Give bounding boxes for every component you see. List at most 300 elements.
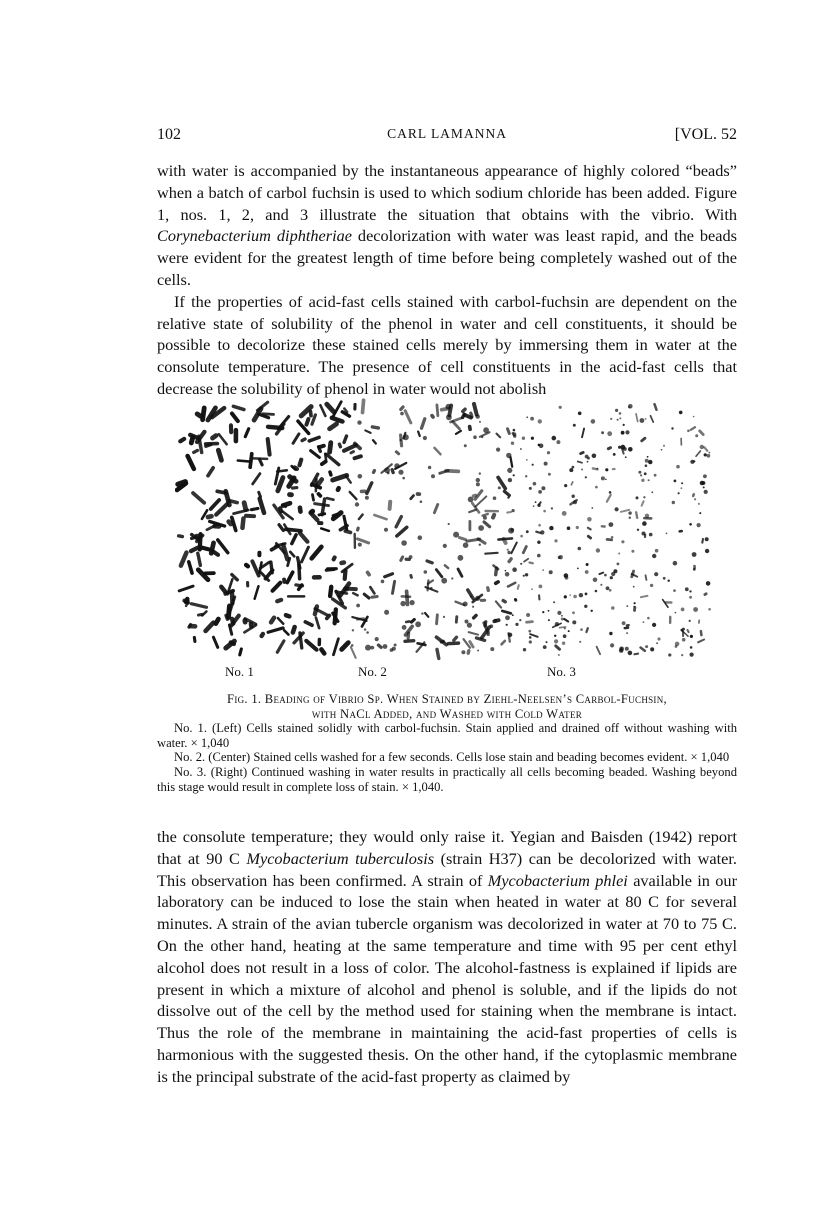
stained-cell-solid (318, 646, 327, 656)
stain-bead (410, 600, 415, 605)
caption-note-3: No. 3. (Right) Continued washing in water results in practically all cells becoming beaded. Washing beyond this stage would result in complete loss of stain. × 1,040. (157, 764, 737, 794)
stain-bead (564, 484, 567, 487)
stain-bead (678, 492, 680, 494)
stain-bead (689, 596, 692, 599)
stained-cell-solid (190, 490, 207, 505)
stained-cell-solid (297, 505, 303, 514)
stain-bead (428, 466, 431, 469)
beaded-cell (586, 526, 592, 531)
stained-cell-partial (500, 639, 507, 646)
stained-cell-partial (348, 490, 358, 501)
stain-bead (568, 630, 570, 632)
stained-cell-partial (370, 595, 379, 599)
stain-bead (605, 479, 607, 481)
stain-bead (621, 445, 626, 450)
beaded-cell (697, 638, 706, 643)
stain-bead (514, 599, 517, 602)
stain-bead (652, 623, 656, 627)
stain-bead (552, 436, 557, 441)
stained-cell-partial (353, 533, 356, 549)
stain-bead (400, 601, 405, 606)
stain-bead (494, 619, 497, 622)
stain-bead (453, 532, 459, 538)
stain-bead (472, 606, 474, 608)
stain-bead (628, 651, 633, 656)
stained-cell-partial (484, 510, 499, 513)
stain-bead (476, 414, 480, 418)
stain-bead (595, 486, 598, 489)
stain-bead (573, 424, 576, 427)
stained-cell-solid (314, 616, 321, 630)
stain-bead (700, 445, 704, 449)
beaded-cell (633, 652, 639, 655)
stain-bead (689, 620, 691, 622)
stain-bead (508, 633, 512, 637)
stained-cell-partial (360, 489, 367, 493)
stain-bead (548, 610, 550, 612)
stain-bead (609, 589, 612, 592)
stained-cell-solid (259, 631, 266, 639)
stain-bead (490, 624, 494, 628)
stained-cell-solid (300, 437, 308, 443)
stained-cell-partial (484, 552, 499, 555)
stain-bead (648, 460, 652, 464)
stain-bead (402, 477, 405, 480)
stain-bead (383, 644, 388, 649)
stain-bead (633, 586, 635, 588)
stain-bead (558, 654, 560, 656)
stain-bead (358, 543, 362, 547)
stain-bead (523, 575, 525, 577)
caption-title-line-1: Fig. 1. Beading of Vibrio Sp. When Stained by Ziehl-Neelsen’s Carbol-Fuchsin, (227, 692, 667, 706)
stain-bead (508, 528, 514, 534)
stain-bead (479, 472, 481, 474)
stain-bead (572, 466, 575, 469)
stain-bead (458, 555, 464, 561)
stain-bead (526, 459, 528, 461)
stained-cell-partial (495, 432, 502, 439)
stained-cell-solid (250, 507, 260, 512)
stained-cell-solid (257, 490, 263, 498)
stain-bead (512, 567, 517, 572)
stain-bead (628, 447, 633, 452)
stained-cell-solid (205, 513, 214, 519)
paragraph-2: If the properties of acid-fast cells stained with carbol-fuchsin are dependent on the relative state of solubility of the phenol in water and cell constituents, it should be possible to decolorize these stained cells merely by immersing them in water at the consolute temperature. The presence of cell constituents in the acid-fast cells that decrease the solubility of phenol in water would not abolish (157, 291, 737, 398)
stain-bead (365, 496, 369, 500)
stain-bead (543, 645, 547, 649)
stain-bead (606, 586, 610, 590)
stain-bead (675, 642, 680, 647)
stained-cell-partial (349, 450, 355, 455)
p3-text-2: (strain H37) can be decolorized with water. This observation has been confirmed. A strain of (157, 848, 737, 890)
stained-cell-solid (335, 485, 342, 493)
stain-bead (443, 544, 447, 548)
stained-cell-solid (282, 628, 290, 636)
stain-bead (387, 472, 390, 475)
stain-bead (596, 548, 600, 552)
stain-bead (539, 444, 544, 449)
stain-bead (401, 540, 407, 546)
stain-bead (629, 517, 631, 519)
stain-bead (645, 418, 647, 420)
stained-cell-solid (332, 637, 340, 656)
stained-cell-solid (300, 545, 311, 564)
paragraph-1 (157, 160, 737, 291)
stain-bead (357, 420, 361, 424)
stain-bead (540, 530, 544, 534)
stain-bead (579, 593, 583, 597)
stain-bead (529, 487, 532, 490)
stained-cell-solid (215, 447, 224, 463)
caption-note-1: No. 1. (Left) Cells stained solidly with carbol-fuchsin. Stain applied and drained off without washing with water. × 1,040 (157, 721, 737, 750)
stained-cell-partial (361, 398, 366, 414)
stain-bead (533, 482, 537, 486)
stain-bead (666, 533, 668, 535)
stain-bead (526, 613, 530, 617)
stain-bead (585, 593, 588, 596)
stain-bead (567, 526, 571, 530)
beaded-cell (664, 601, 672, 604)
stain-bead (651, 491, 653, 493)
stain-bead (477, 650, 479, 652)
stain-bead (355, 502, 359, 506)
stained-cell-solid (257, 551, 261, 557)
stained-cell-solid (196, 551, 203, 567)
beaded-cell (669, 616, 672, 625)
stained-cell-solid (191, 448, 199, 454)
body-text-top (157, 160, 737, 400)
stain-bead (593, 578, 598, 583)
body-text-bottom (157, 826, 737, 1088)
beaded-cell (538, 594, 541, 600)
stained-cell-solid (234, 428, 239, 444)
stain-bead (610, 643, 614, 647)
stained-cell-solid (187, 560, 195, 576)
stain-bead (690, 635, 693, 638)
stain-bead (446, 404, 452, 410)
stain-bead (595, 590, 598, 593)
stained-cell-solid (287, 595, 306, 598)
stained-cell-solid (240, 516, 246, 530)
beaded-cell (506, 511, 512, 514)
stained-cell-solid (328, 584, 334, 598)
stain-bead (636, 496, 639, 499)
stained-cell-solid (307, 435, 321, 443)
stained-cell-solid (291, 432, 301, 445)
stain-bead (490, 647, 494, 651)
stain-bead (398, 470, 403, 475)
stain-bead (611, 536, 614, 539)
stain-bead (689, 523, 692, 526)
stain-bead (562, 642, 565, 645)
stain-bead (522, 437, 525, 440)
stained-cell-solid (266, 626, 285, 634)
stained-cell-partial (454, 429, 462, 435)
stained-cell-partial (387, 500, 392, 512)
stain-bead (601, 431, 604, 434)
stain-bead (441, 578, 447, 584)
stain-bead (681, 654, 683, 656)
stained-cell-solid (193, 636, 197, 644)
stained-cell-solid (243, 562, 251, 570)
p3-text-1: the consolute temperature; they would only raise it. Yegian and Baisden (1942) report that at 90 C (157, 827, 737, 868)
stain-bead (619, 417, 621, 419)
stain-bead (621, 540, 624, 543)
stain-bead (573, 500, 577, 504)
stained-cell-solid (312, 575, 322, 580)
stain-bead (586, 563, 589, 566)
stained-cell-partial (429, 413, 435, 419)
stain-bead (375, 637, 379, 641)
stain-bead (694, 498, 696, 500)
stain-bead (520, 448, 522, 450)
stained-cell-partial (342, 434, 349, 445)
stained-cell-solid (246, 581, 249, 588)
stained-cell-solid (303, 619, 315, 627)
stained-cell-partial (349, 646, 357, 659)
beaded-cell (586, 534, 592, 540)
stain-bead (533, 505, 535, 507)
stained-cell-solid (285, 570, 295, 585)
stained-cell-solid (243, 427, 251, 439)
stain-bead (610, 576, 613, 579)
stained-cell-solid (328, 470, 333, 477)
stain-bead (625, 456, 627, 458)
running-head (157, 126, 737, 146)
stain-bead (676, 465, 680, 469)
stained-cell-partial (364, 429, 372, 434)
stain-bead (465, 620, 469, 624)
stain-bead (631, 550, 634, 553)
beaded-cell (623, 626, 629, 629)
beaded-cell (689, 426, 696, 432)
p3-italic-2: Mycobacterium phlei (487, 870, 628, 890)
stain-bead (528, 630, 531, 633)
stain-bead (640, 474, 642, 476)
beaded-cell (554, 644, 562, 652)
stained-cell-partial (425, 559, 434, 565)
stained-cell-solid (291, 486, 299, 490)
stain-bead (464, 444, 467, 447)
stained-cell-solid (325, 497, 335, 502)
stained-cell-solid (337, 442, 342, 449)
stain-bead (461, 650, 465, 654)
stained-cell-solid (253, 585, 260, 601)
stain-bead (704, 490, 708, 494)
stained-cell-solid (308, 544, 324, 562)
stain-bead (531, 588, 533, 590)
stain-bead (702, 481, 706, 485)
stain-bead (513, 429, 516, 432)
stain-bead (515, 623, 518, 626)
beaded-cell (612, 468, 616, 471)
beaded-cell (521, 545, 528, 555)
beaded-cell (605, 494, 612, 504)
stain-bead (424, 570, 428, 574)
stain-bead (507, 549, 509, 551)
stain-bead (365, 645, 371, 651)
p3-text-3: available in our laboratory can be induced to lose the stain when heated in water at 80 C for several minutes. A strain of the avian tubercle organism was decolorized in water at 70 to 75 C. On the other hand, heating at the same temperature and time with 95 per cent ethyl alcohol does not result in a loss of color. The alcohol-fastness is explained if lipids are present in which a mixture of alcohol and phenol is soluble, and if the lipids do not dissolve out of the cell by the method used for staining when the membrane is intact. Thus the role of the membrane in maintaining the acid-fast properties of cells is harmonious with the suggested thesis. On the other hand, if the cytoplasmic membrane is the principal substrate of the acid-fast property as claimed by (157, 870, 737, 1086)
stained-cell-solid (287, 492, 294, 498)
stained-cell-partial (399, 555, 405, 563)
stained-cell-partial (501, 609, 513, 615)
stain-bead (637, 529, 639, 531)
stain-bead (430, 587, 433, 590)
stain-bead (475, 596, 480, 601)
stain-bead (625, 647, 629, 651)
stained-cell-partial (368, 585, 376, 595)
beaded-cell (686, 629, 690, 634)
stain-bead (587, 457, 590, 460)
beaded-cell (698, 619, 700, 623)
stain-bead (663, 577, 666, 580)
stain-bead (505, 572, 510, 577)
stain-bead (542, 611, 544, 613)
stain-bead (512, 614, 514, 616)
stained-cell-partial (394, 450, 401, 456)
stained-cell-partial (467, 424, 472, 431)
stained-cell-solid (320, 527, 331, 533)
stain-bead (556, 440, 560, 444)
beaded-cell (523, 558, 529, 563)
stain-bead (525, 573, 528, 576)
beaded-cell (570, 481, 574, 486)
stained-cell-partial (466, 649, 470, 655)
stain-bead (705, 537, 709, 541)
stained-cell-partial (426, 579, 429, 591)
stain-bead (591, 507, 593, 509)
stained-cell-solid (338, 639, 351, 653)
panel-label-1: No. 1 (225, 664, 254, 679)
stained-cell-partial (447, 641, 461, 645)
stain-bead (692, 552, 697, 557)
stain-bead (645, 464, 648, 467)
beaded-cell (678, 530, 683, 533)
stained-cell-partial (356, 537, 371, 545)
stain-bead (512, 509, 515, 512)
stain-bead (351, 644, 354, 647)
stained-cell-partial (424, 611, 430, 618)
stain-bead (554, 539, 557, 542)
beaded-cell (644, 574, 647, 581)
stain-bead (668, 580, 670, 582)
stained-cell-solid (269, 544, 280, 553)
beaded-cell (695, 450, 702, 457)
stain-bead (562, 511, 567, 516)
stain-bead (537, 541, 540, 544)
stain-bead (548, 619, 550, 621)
stained-cell-partial (417, 430, 422, 437)
stain-bead (423, 436, 427, 440)
beaded-cell (649, 415, 654, 424)
stain-bead (384, 528, 388, 532)
stain-bead (641, 479, 644, 482)
stained-cell-partial (434, 568, 443, 579)
stain-bead (601, 476, 605, 480)
stain-bead (352, 629, 354, 631)
stained-cell-partial (352, 454, 363, 461)
stained-cell-solid (188, 624, 197, 629)
stained-cell-partial (405, 620, 411, 624)
stained-cell-solid (339, 560, 347, 566)
stain-bead (622, 621, 626, 625)
stained-cell-solid (229, 411, 241, 424)
stain-bead (613, 569, 617, 573)
stain-bead (358, 474, 363, 479)
stained-cell-partial (480, 599, 486, 602)
beaded-cell (601, 525, 606, 528)
volume-label: [VOL. 52 (674, 126, 737, 143)
stain-bead (615, 409, 618, 412)
stain-bead (443, 616, 445, 618)
stain-bead (699, 512, 701, 514)
stained-cell-partial (493, 579, 500, 585)
stain-bead (356, 604, 360, 608)
stain-bead (415, 621, 421, 627)
stain-bead (673, 589, 676, 592)
beaded-cell (595, 645, 601, 655)
stain-bead (572, 620, 576, 624)
stained-cell-partial (371, 468, 376, 474)
stain-bead (618, 553, 620, 555)
stain-bead (707, 454, 711, 458)
stain-bead (581, 469, 583, 471)
stain-bead (673, 561, 678, 566)
stained-cell-partial (362, 592, 371, 600)
stain-bead (591, 419, 596, 424)
stained-cell-solid (327, 440, 334, 455)
stain-bead (561, 615, 563, 617)
stained-cell-partial (403, 409, 413, 425)
stained-cell-partial (435, 647, 441, 660)
stain-bead (623, 424, 625, 426)
stain-bead (592, 454, 597, 459)
stain-bead (619, 648, 624, 653)
stained-cell-partial (506, 427, 512, 436)
stained-cell-solid (265, 437, 271, 457)
stain-bead (690, 460, 694, 464)
stain-bead (520, 535, 523, 538)
stain-bead (693, 607, 698, 612)
stain-bead (687, 430, 690, 433)
stain-bead (681, 608, 685, 612)
stain-bead (526, 530, 529, 533)
stained-cell-solid (177, 436, 187, 444)
stained-cell-partial (391, 580, 396, 595)
stain-bead (463, 542, 469, 548)
stain-bead (542, 569, 544, 571)
stained-cell-partial (353, 403, 356, 411)
stain-bead (476, 482, 480, 486)
beaded-cell (585, 627, 589, 634)
stain-bead (695, 434, 698, 437)
stain-bead (626, 632, 628, 634)
stain-bead (400, 412, 404, 416)
stained-cell-partial (507, 556, 514, 563)
stained-cell-partial (432, 503, 439, 515)
stain-bead (708, 608, 711, 611)
stained-cell-partial (486, 586, 490, 593)
stain-bead (697, 523, 701, 527)
stain-bead (584, 605, 587, 608)
stained-cell-partial (502, 489, 512, 498)
stain-bead (511, 442, 514, 445)
stain-bead (577, 568, 579, 570)
stain-bead (538, 419, 542, 423)
stain-bead (535, 501, 537, 503)
stain-bead (557, 611, 561, 615)
beaded-cell (640, 436, 647, 443)
